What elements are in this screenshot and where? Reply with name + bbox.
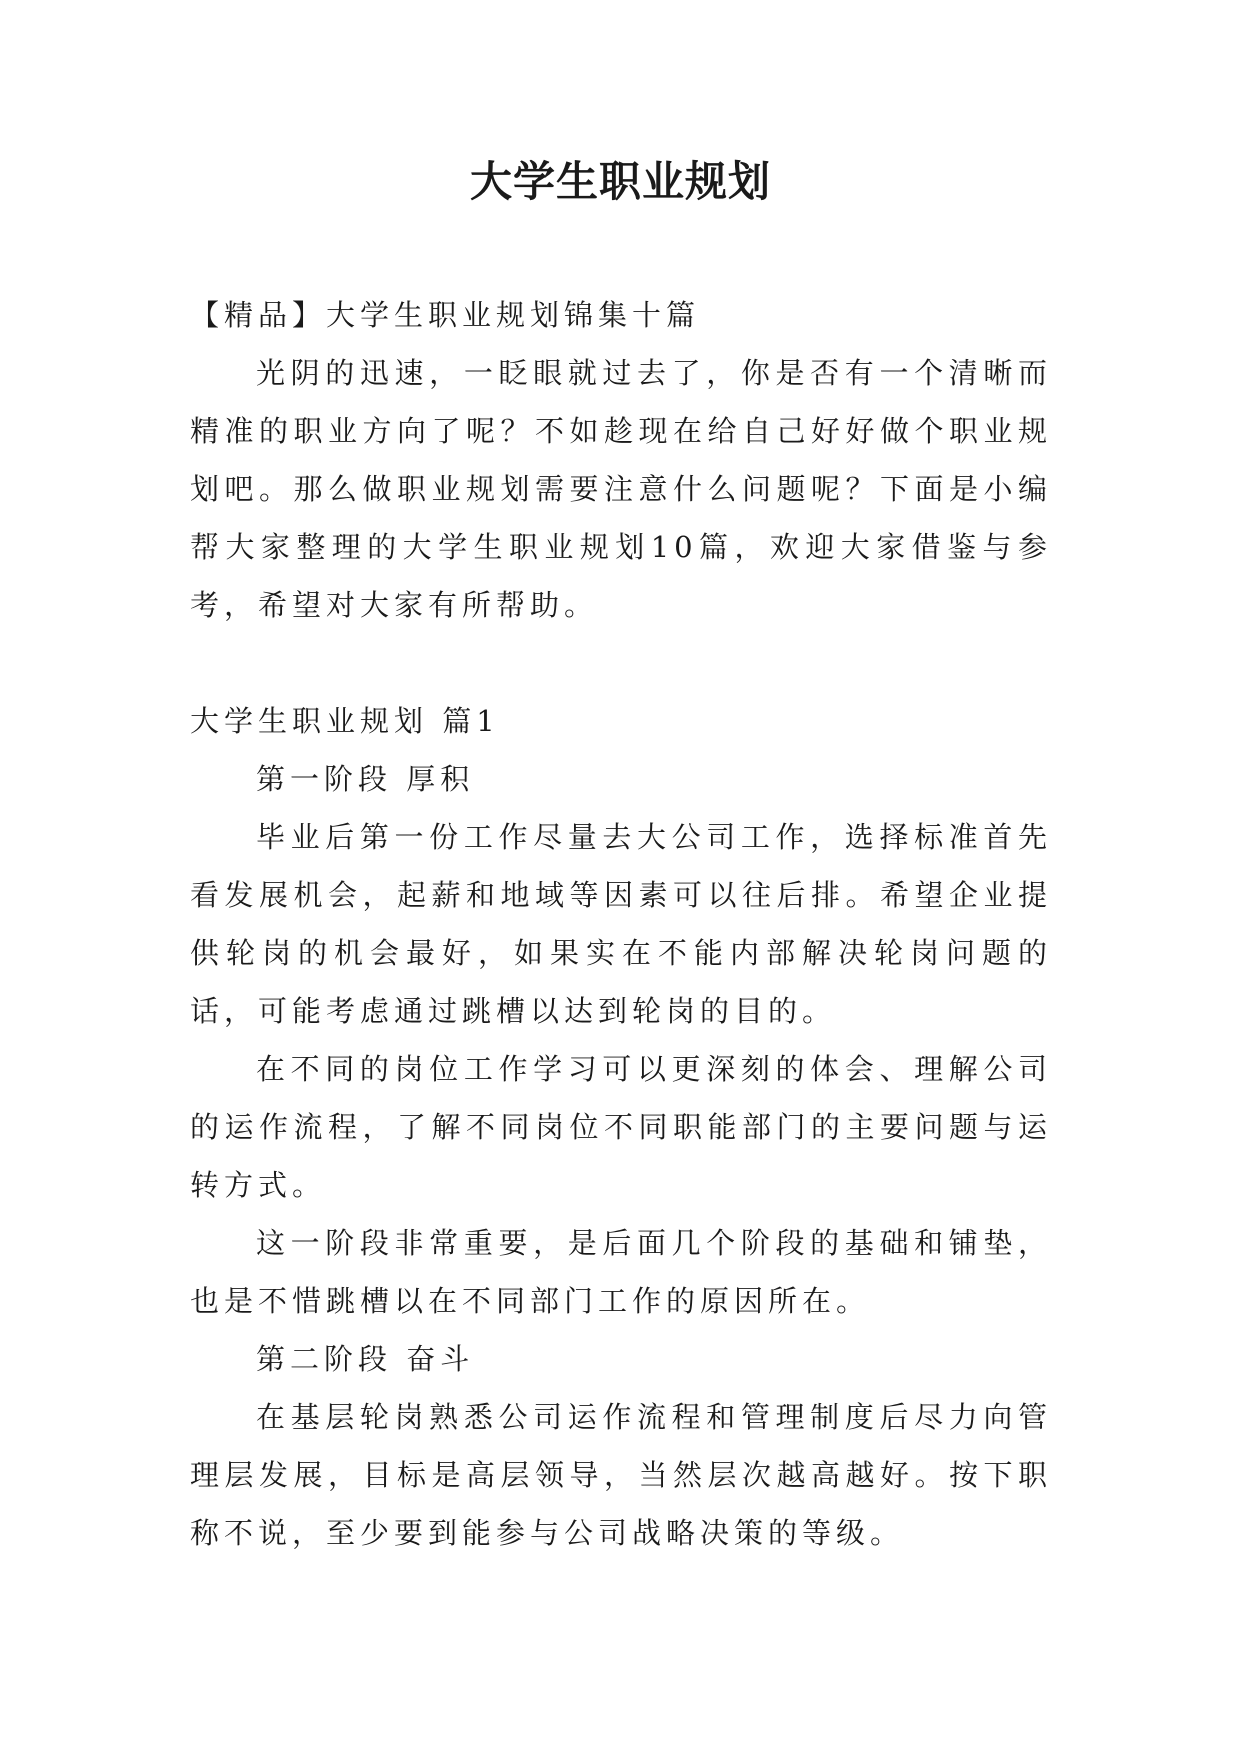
document-title: 大学生职业规划 [469,157,771,206]
body-paragraph-4: 在基层轮岗熟悉公司运作流程和管理制度后尽力向管理层发展，目标是高层领导，当然层次越高越好。按下职称不说，至少要到能参与公司战略决策的等级。 [190,1400,1052,1550]
section-heading: 大学生职业规划 篇1 [190,704,500,738]
intro-paragraph: 光阴的迅速，一眨眼就过去了，你是否有一个清晰而精准的职业方向了呢？不如趁现在给自己好好做个职业规划吧。那么做职业规划需要注意什么问题呢？下面是小编帮大家整理的大学生职业规划10篇，欢迎大家借鉴与参考，希望对大家有所帮助。 [190,356,1052,622]
body-paragraph-2: 在不同的岗位工作学习可以更深刻的体会、理解公司的运作流程，了解不同岗位不同职能部门的主要问题与运转方式。 [190,1052,1052,1202]
paragraph-gap [190,634,1052,692]
document-body [190,286,1052,1562]
stage-heading-2: 第二阶段 奋斗 [256,1342,475,1376]
stage-heading-1: 第一阶段 厚积 [256,762,475,796]
body-paragraph-1: 毕业后第一份工作尽量去大公司工作，选择标准首先看发展机会，起薪和地域等因素可以往后排。希望企业提供轮岗的机会最好，如果实在不能内部解决轮岗问题的话，可能考虑通过跳槽以达到轮岗的目的。 [190,820,1052,1028]
document-subtitle: 【精品】大学生职业规划锦集十篇 [190,298,701,332]
body-paragraph-3: 这一阶段非常重要，是后面几个阶段的基础和铺垫，也是不惜跳槽以在不同部门工作的原因所在。 [190,1226,1052,1318]
